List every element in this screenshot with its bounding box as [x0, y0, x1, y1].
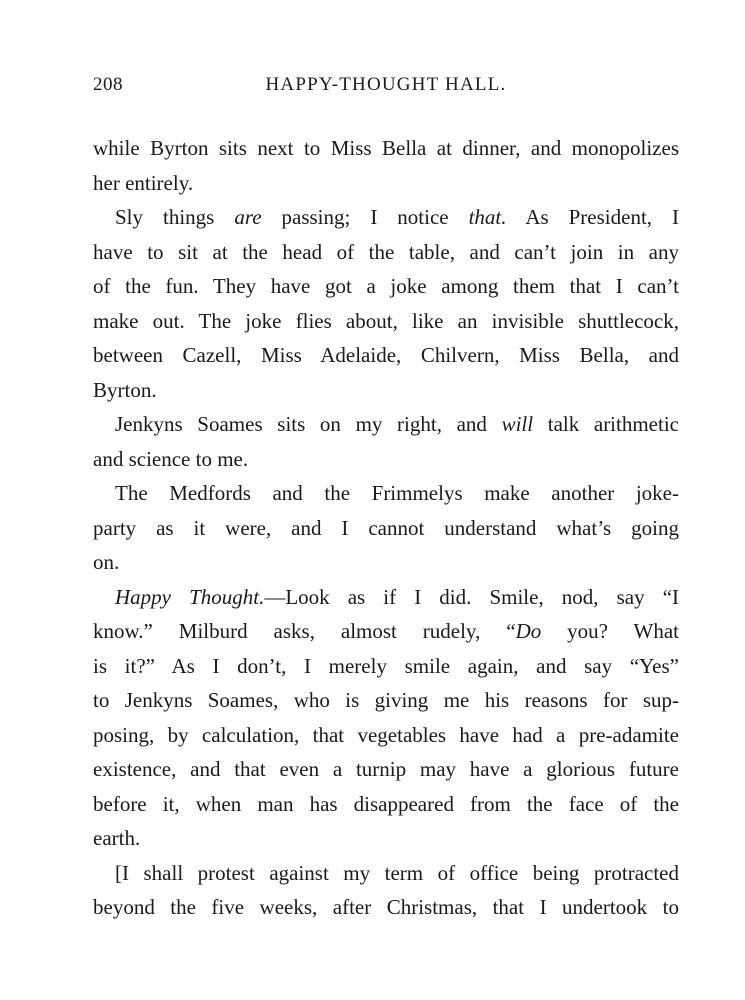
page-number: 208: [93, 74, 123, 95]
text-line: while Byrton sits next to Miss Bella at dinner, and monopolizes: [93, 136, 679, 160]
text-line: Jenkyns Soames sits on my right, and will talk arithmetic: [115, 412, 679, 436]
running-header: [93, 74, 679, 104]
text-line: before it, when man has disappeared from the face of the: [93, 791, 679, 816]
text-line: Sly things are passing; I notice that. As President, I: [115, 205, 680, 229]
running-title: HAPPY-THOUGHT HALL.: [265, 74, 507, 95]
text-line: of the fun. They have got a joke among them that I can’t: [93, 274, 679, 298]
text-line: to Jenkyns Soames, who is giving me his reasons for sup-: [93, 688, 679, 712]
text-line: between Cazell, Miss Adelaide, Chilvern, Miss Bella, and: [93, 343, 679, 367]
text-line: The Medfords and the Frimmelys make another joke-: [115, 481, 679, 505]
text-line: make out. The joke flies about, like an invisible shuttlecock,: [93, 308, 679, 333]
text-line: have to sit at the head of the table, and can’t join in any: [93, 239, 679, 264]
text-line: existence, and that even a turnip may have a glorious future: [93, 757, 679, 781]
text-line: beyond the five weeks, after Christmas, that I undertook to: [93, 895, 679, 919]
text-line: Happy Thought.—Look as if I did. Smile, nod, say “I: [115, 584, 679, 609]
text-line: earth.: [93, 826, 141, 850]
text-line: is it?” As I don’t, I merely smile again, and say “Yes”: [93, 653, 679, 678]
text-line: her entirely.: [93, 170, 194, 195]
text-line: posing, by calculation, that vegetables have had a pre-adamite: [93, 722, 679, 747]
text-line: [I shall protest against my term of office being protracted: [115, 860, 679, 885]
text-line: party as it were, and I cannot understand what’s going: [93, 515, 679, 540]
text-line: on.: [93, 550, 120, 574]
text-line: know.” Milburd asks, almost rudely, “Do you? What: [93, 619, 679, 643]
body-text: [93, 131, 679, 925]
text-line: Byrton.: [93, 377, 157, 402]
text-line: and science to me.: [93, 446, 249, 471]
